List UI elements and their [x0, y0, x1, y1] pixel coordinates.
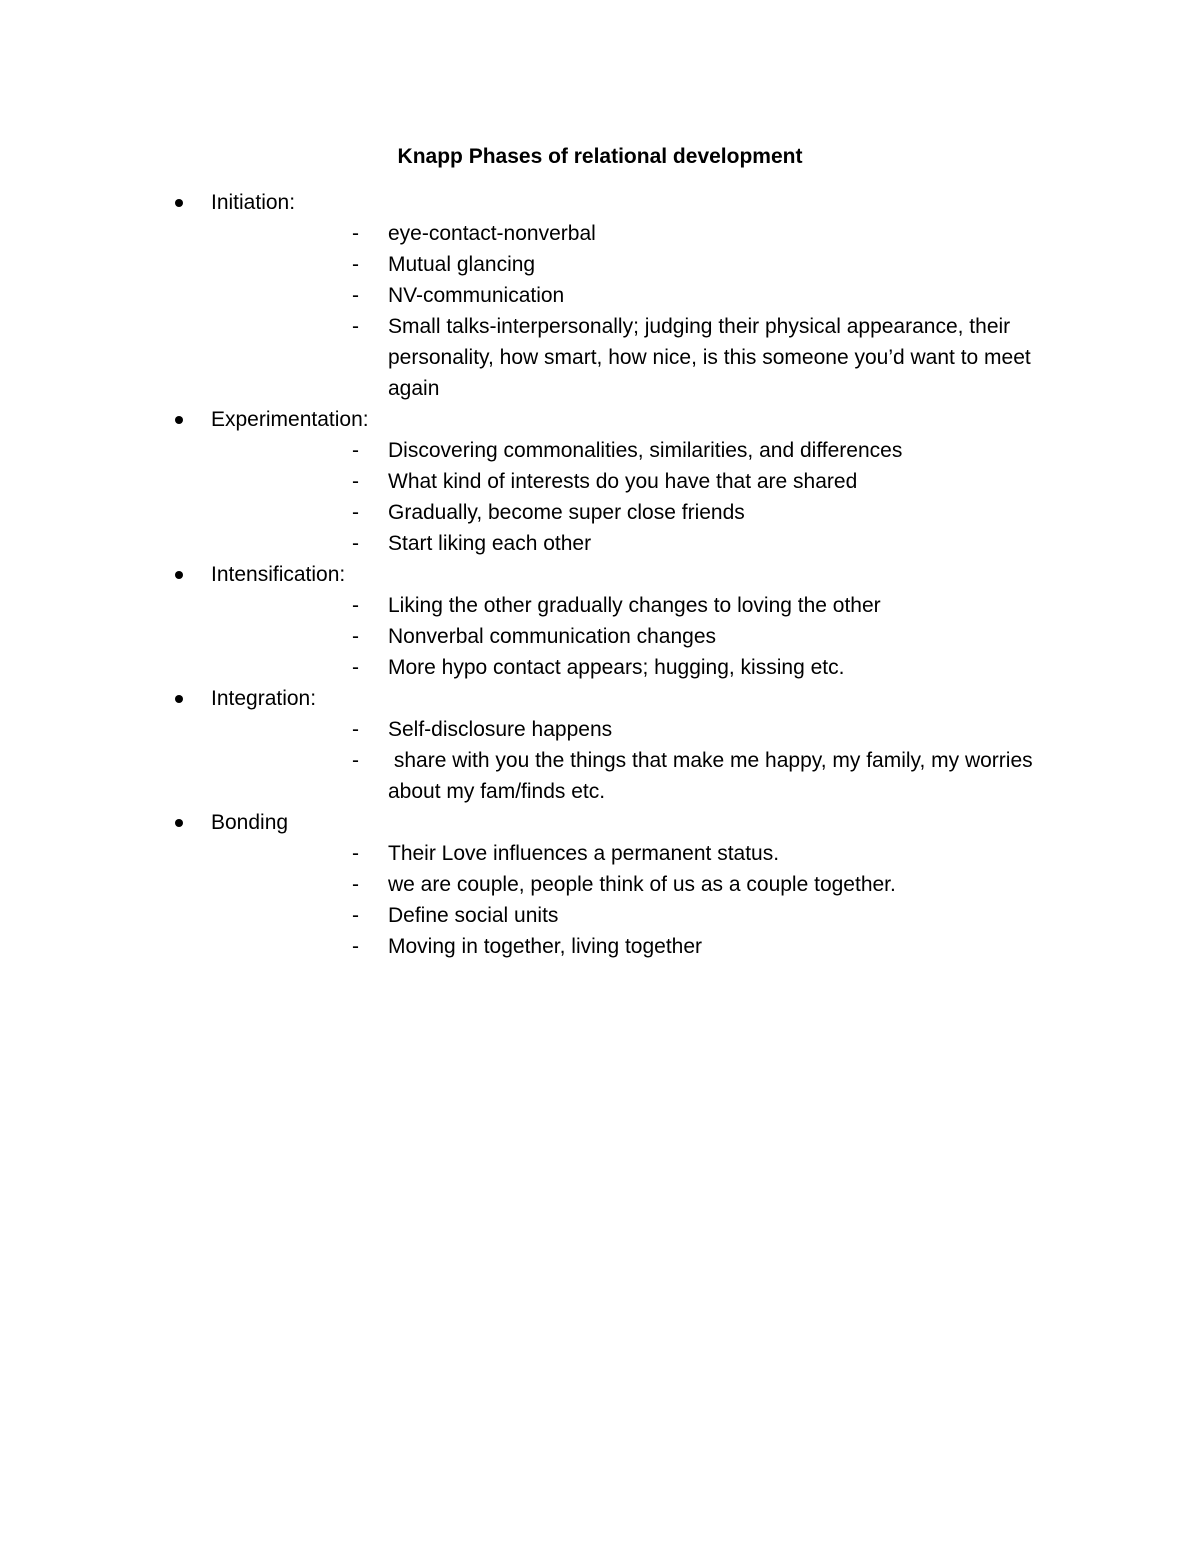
- dash-bullet: -: [352, 594, 359, 617]
- dash-bullet: -: [352, 718, 359, 741]
- list-item: [0, 218, 1068, 249]
- list-item: [0, 900, 1068, 931]
- list-item-text: Self-disclosure happens: [388, 718, 613, 741]
- list-item: [0, 435, 1068, 466]
- dash-bullet: -: [352, 532, 359, 555]
- phase-item-list: [0, 714, 1200, 807]
- bullet-dot-icon: [175, 199, 183, 207]
- phase-section: [0, 807, 1200, 962]
- list-item-text: we are couple, people think of us as a couple together.: [388, 873, 896, 896]
- list-item: [0, 280, 1068, 311]
- list-item-text: Start liking each other: [388, 532, 592, 555]
- phase-section: [0, 683, 1200, 807]
- list-item: [0, 869, 1068, 900]
- list-item-text: Define social units: [388, 904, 559, 927]
- list-item-text: Liking the other gradually changes to loving the other: [388, 594, 881, 617]
- list-item: [0, 466, 1068, 497]
- dash-bullet: -: [352, 253, 359, 276]
- phase-item-list: [0, 435, 1200, 559]
- list-item-text: eye-contact-nonverbal: [388, 222, 596, 245]
- list-item: [0, 590, 1068, 621]
- phase-heading: [0, 404, 1200, 435]
- bullet-dot-icon: [175, 695, 183, 703]
- list-item: [0, 714, 1068, 745]
- list-item-text: share with you the things that make me happy, my family, my worries about my fam/finds etc.: [388, 749, 1039, 803]
- dash-bullet: -: [352, 625, 359, 648]
- phase-section: [0, 187, 1200, 404]
- phase-label: Integration:: [211, 687, 317, 710]
- list-item-text: Mutual glancing: [388, 253, 536, 276]
- phase-section: [0, 559, 1200, 683]
- phase-label: Experimentation:: [211, 408, 369, 431]
- dash-bullet: -: [352, 501, 359, 524]
- document-title: Knapp Phases of relational development: [397, 145, 803, 168]
- dash-bullet: -: [352, 873, 359, 896]
- list-item-text: Moving in together, living together: [388, 935, 703, 958]
- phase-heading: [0, 559, 1200, 590]
- dash-bullet: -: [352, 749, 359, 772]
- phase-list: [0, 187, 1200, 962]
- list-item: [0, 931, 1068, 962]
- list-item-text: What kind of interests do you have that are shared: [388, 470, 858, 493]
- list-item: [0, 311, 1068, 404]
- dash-bullet: -: [352, 904, 359, 927]
- list-item-text: Small talks-interpersonally; judging their physical appearance, their personality, how smart, how nice, is this someone you’d want to meet again: [388, 315, 1037, 400]
- dash-bullet: -: [352, 439, 359, 462]
- bullet-dot-icon: [175, 571, 183, 579]
- list-item-text: Nonverbal communication changes: [388, 625, 717, 648]
- phase-item-list: [0, 218, 1200, 404]
- phase-heading: [0, 187, 1200, 218]
- list-item: [0, 497, 1068, 528]
- list-item: [0, 528, 1068, 559]
- phase-label: Bonding: [211, 811, 289, 834]
- list-item-text: More hypo contact appears; hugging, kissing etc.: [388, 656, 845, 679]
- list-item: [0, 621, 1068, 652]
- phase-heading: [0, 683, 1200, 714]
- list-item: [0, 838, 1068, 869]
- phase-section: [0, 404, 1200, 559]
- list-item: [0, 652, 1068, 683]
- list-item-text: Their Love influences a permanent status.: [388, 842, 780, 865]
- list-item-text: Gradually, become super close friends: [388, 501, 745, 524]
- phase-heading: [0, 807, 1200, 838]
- dash-bullet: -: [352, 656, 359, 679]
- bullet-dot-icon: [175, 416, 183, 424]
- phase-item-list: [0, 838, 1200, 962]
- bullet-dot-icon: [175, 819, 183, 827]
- dash-bullet: -: [352, 222, 359, 245]
- dash-bullet: -: [352, 470, 359, 493]
- list-item: [0, 249, 1068, 280]
- phase-item-list: [0, 590, 1200, 683]
- phase-label: Initiation:: [211, 191, 296, 214]
- list-item: [0, 745, 1068, 807]
- dash-bullet: -: [352, 842, 359, 865]
- dash-bullet: -: [352, 935, 359, 958]
- dash-bullet: -: [352, 284, 359, 307]
- dash-bullet: -: [352, 315, 359, 338]
- list-item-text: Discovering commonalities, similarities, and differences: [388, 439, 903, 462]
- phase-label: Intensification:: [211, 563, 346, 586]
- list-item-text: NV-communication: [388, 284, 565, 307]
